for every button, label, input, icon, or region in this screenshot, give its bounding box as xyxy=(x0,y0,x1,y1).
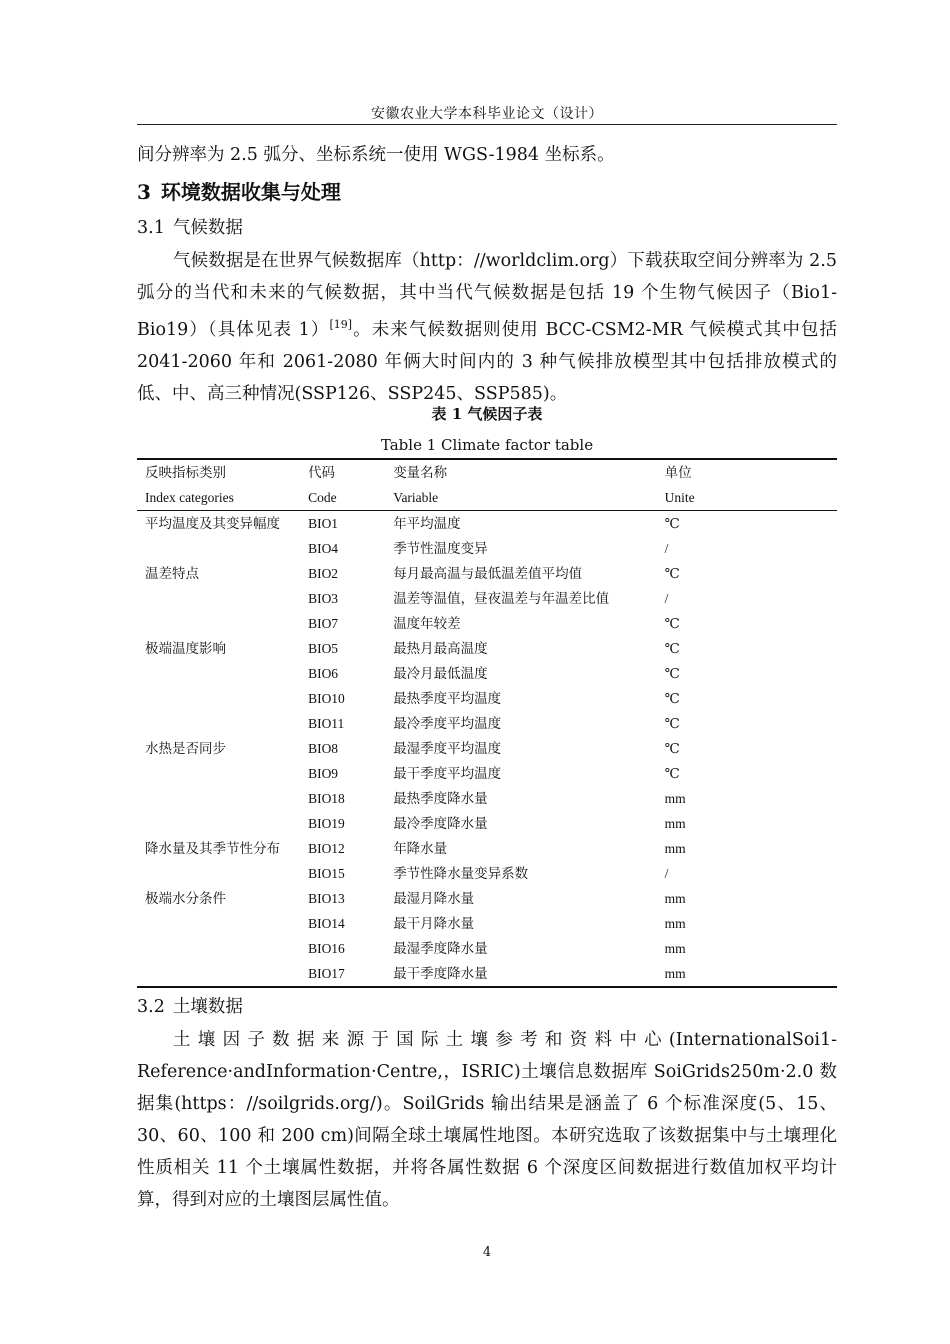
table-row xyxy=(137,736,837,761)
header-cell: Index categories xyxy=(137,485,300,511)
table-row xyxy=(137,611,837,636)
table-row xyxy=(137,686,837,711)
soil-paragraph: 土 壤 因 子 数 据 来 源 于 国 际 土 壤 参 考 和 资 料 中 心 (InternationalSoi1-Reference·andInformation·Centre,，ISRIC)土壤信息数据库 SoiGrids250m·2.0 数据集(https：//soilgrids.org/)。SoilGrids 输出结果是涵盖了 6 个标准深度(5、15、30、60、100 和 200 cm)间隔全球土壤属性地图。本研究选取了该数据集中与土壤理化性质相关 11 个土壤属性数据，并将各属性数据 6 个深度区间数据进行数值加权平均计算，得到对应的土壤图层属性值。 xyxy=(137,1030,837,1210)
header-cell: 反映指标类别 xyxy=(137,459,300,485)
table-row xyxy=(137,561,837,586)
table-cell: ℃ xyxy=(664,691,680,706)
table-cell: 最湿季度平均温度 xyxy=(393,741,502,756)
table-row xyxy=(137,936,837,961)
table-body xyxy=(137,511,837,988)
table-cell: ℃ xyxy=(664,566,680,581)
table-cell xyxy=(137,761,300,786)
table-row xyxy=(137,811,837,836)
table-cell: BIO14 xyxy=(308,916,345,931)
table-cell xyxy=(137,961,300,987)
table-cell: mm xyxy=(664,941,686,956)
table-cell: 温差特点 xyxy=(145,566,199,581)
table-row xyxy=(137,886,837,911)
table-cell: mm xyxy=(664,816,686,831)
table-cell: ℃ xyxy=(664,616,680,631)
climate-paragraph-text-a: 气候数据是在世界气候数据库（http：//worldclim.org）下载获取空间分辨率为 2.5 弧分的当代和未来的气候数据，其中当代气候数据是包括 19 个生物气候因子（Bio1-Bio19）（具体见表 1） xyxy=(137,251,837,340)
table-cell: BIO10 xyxy=(308,691,345,706)
table-cell xyxy=(137,611,300,636)
table-row xyxy=(137,586,837,611)
table-cell xyxy=(137,711,300,736)
table-cell: 最热季度平均温度 xyxy=(393,691,502,706)
header-cell: Variable xyxy=(385,485,656,511)
table-cell: BIO5 xyxy=(308,641,339,656)
table-cell: 最干月降水量 xyxy=(393,916,475,931)
header-cell: Unite xyxy=(657,485,837,511)
table-cell: ℃ xyxy=(664,741,680,756)
table-cell: BIO3 xyxy=(308,591,339,606)
table-cell: BIO17 xyxy=(300,961,385,987)
table-cell: BIO6 xyxy=(308,666,339,681)
table-cell: 温差等温值，昼夜温差与年温差比值 xyxy=(393,591,610,606)
table-cell xyxy=(137,786,300,811)
table-cell: BIO8 xyxy=(308,741,339,756)
table-cell: ℃ xyxy=(664,641,680,656)
table-cell: 最湿季度降水量 xyxy=(393,941,488,956)
table-cell: 年降水量 xyxy=(393,841,448,856)
table-cell: 季节性温度变异 xyxy=(393,541,488,556)
climate-paragraph xyxy=(137,245,837,410)
table-cell: ℃ xyxy=(664,666,680,681)
table-cell xyxy=(137,536,300,561)
table-cell: mm xyxy=(664,841,686,856)
table-cell: 极端水分条件 xyxy=(145,891,226,906)
section-3-1-number: 3.1 xyxy=(137,218,165,238)
section-3-heading xyxy=(137,176,351,205)
table-cell: BIO18 xyxy=(308,791,345,806)
table-cell: BIO15 xyxy=(308,866,345,881)
climate-factor-table xyxy=(137,458,837,988)
table-row xyxy=(137,911,837,936)
table-cell: 降水量及其季节性分布 xyxy=(145,841,280,856)
table-cell: 最冷季度平均温度 xyxy=(393,716,502,731)
table-row xyxy=(137,761,837,786)
table-cell: 最冷月最低温度 xyxy=(393,666,488,681)
table-row xyxy=(137,661,837,686)
table-caption-cn: 表 1 气候因子表 xyxy=(431,405,543,423)
table-cell xyxy=(137,936,300,961)
table-row xyxy=(137,836,837,861)
table-cell: / xyxy=(664,866,669,881)
header-cell: Code xyxy=(300,485,385,511)
climate-paragraph-text-b: 。未来气候数据则使用 BCC-CSM2-MR 气候模式其中包括 2041-2060 年和 2061-2080 年俩大时间内的 3 种气候排放模型其中包括排放模式的低、中、高三种情况(SSP126、SSP245、SSP585)。 xyxy=(137,319,837,404)
table-cell: 最热月最高温度 xyxy=(393,641,488,656)
table-cell xyxy=(137,911,300,936)
table-header-row-en xyxy=(137,485,837,511)
table-cell: BIO13 xyxy=(308,891,345,906)
section-3-1-title: 气候数据 xyxy=(172,218,243,238)
table-cell: mm xyxy=(664,916,686,931)
table-cell: / xyxy=(664,541,669,556)
table-cell: BIO19 xyxy=(308,816,345,831)
table-cell: 最热季度降水量 xyxy=(393,791,488,806)
table-cell: 最冷季度降水量 xyxy=(393,816,488,831)
section-3-2-heading xyxy=(137,993,243,1018)
table-cell: BIO12 xyxy=(308,841,345,856)
header-rule xyxy=(137,124,837,125)
table-cell: mm xyxy=(664,791,686,806)
table-row xyxy=(137,511,837,537)
section-3-2-title: 土壤数据 xyxy=(172,997,243,1017)
table-cell: BIO2 xyxy=(308,566,339,581)
table-cell: BIO4 xyxy=(308,541,339,556)
section-3-1-heading xyxy=(137,214,243,239)
table-cell xyxy=(137,586,300,611)
table-header-row-cn xyxy=(137,459,837,485)
table-cell: BIO7 xyxy=(308,616,339,631)
intro-line: 间分辨率为 2.5 弧分、坐标系统一使用 WGS-1984 坐标系。 xyxy=(137,145,615,165)
table-cell: ℃ xyxy=(664,516,680,531)
table-cell: 最干季度平均温度 xyxy=(393,766,502,781)
table-cell xyxy=(137,661,300,686)
table-row xyxy=(137,536,837,561)
section-3-2-number: 3.2 xyxy=(137,997,165,1017)
header-cell: 单位 xyxy=(657,459,837,485)
table-cell: BIO11 xyxy=(308,716,345,731)
header-cell: 代码 xyxy=(300,459,385,485)
table-cell: ℃ xyxy=(664,716,680,731)
table-cell xyxy=(137,811,300,836)
table-cell xyxy=(137,861,300,886)
table-cell: 年平均温度 xyxy=(393,516,461,531)
table-cell: / xyxy=(664,591,669,606)
table-cell: mm xyxy=(664,891,686,906)
running-header: 安徽农业大学本科毕业论文（设计） xyxy=(371,106,603,122)
table-row xyxy=(137,786,837,811)
section-3-number: 3 xyxy=(137,180,151,204)
table-cell: 最湿月降水量 xyxy=(393,891,475,906)
table-cell: BIO16 xyxy=(308,941,345,956)
citation-ref: [19] xyxy=(329,318,353,331)
page-number: 4 xyxy=(482,1245,492,1260)
table-cell: 季节性降水量变异系数 xyxy=(393,866,529,881)
table-cell: mm xyxy=(657,961,837,987)
table-row xyxy=(137,711,837,736)
header-cell: 变量名称 xyxy=(385,459,656,485)
table-caption-en: Table 1 Climate factor table xyxy=(380,436,594,454)
table-cell: BIO9 xyxy=(308,766,339,781)
table-row xyxy=(137,861,837,886)
table-cell: BIO1 xyxy=(308,516,339,531)
table-row xyxy=(137,636,837,661)
table-cell: 每月最高温与最低温差值平均值 xyxy=(393,566,583,581)
table-cell: 水热是否同步 xyxy=(145,741,226,756)
section-3-title: 环境数据收集与处理 xyxy=(160,180,341,204)
table-cell: 平均温度及其变异幅度 xyxy=(145,516,280,531)
table-cell xyxy=(137,686,300,711)
table-cell: ℃ xyxy=(664,766,680,781)
table-row xyxy=(137,961,837,987)
table-cell: 极端温度影响 xyxy=(145,641,226,656)
table-cell: 温度年较差 xyxy=(393,616,461,631)
table-cell: 最干季度降水量 xyxy=(385,961,656,987)
